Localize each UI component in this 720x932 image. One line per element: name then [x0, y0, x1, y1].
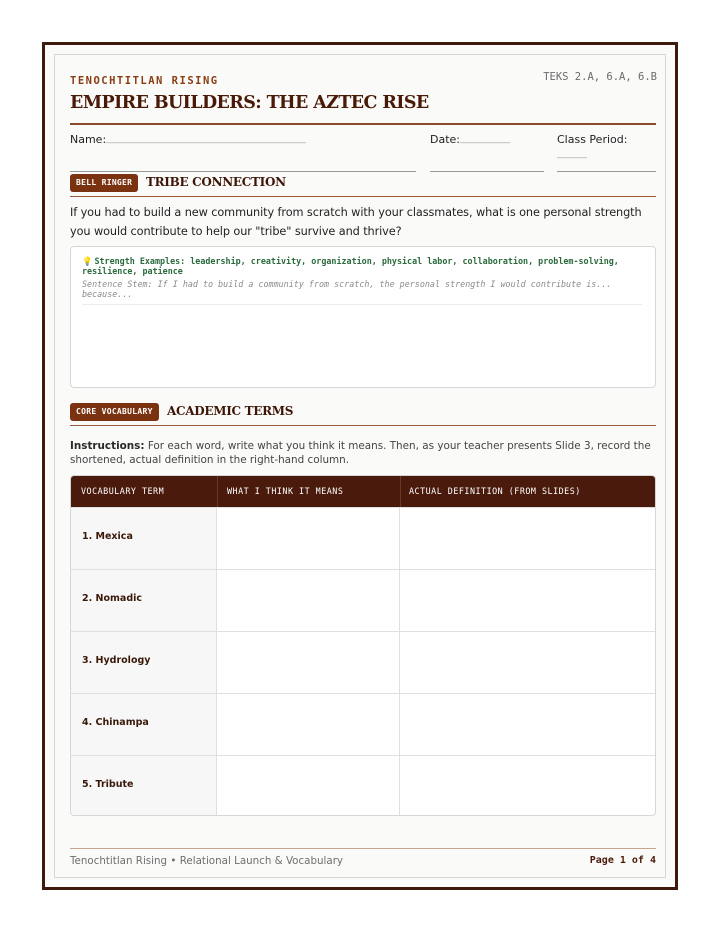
student-info-fields: [70, 133, 656, 173]
name-underline: [70, 171, 416, 172]
unit-kicker: TENOCHTITLAN RISING: [70, 75, 219, 87]
term-label: 1. Mexica: [82, 531, 133, 542]
table-row: [71, 755, 656, 816]
name-field[interactable]: ________________________________________: [106, 133, 306, 144]
term-label: 2. Nomadic: [82, 593, 143, 604]
guess-cell[interactable]: [217, 694, 400, 755]
term-label: 3. Hydrology: [82, 655, 151, 666]
bell-ringer-divider: [70, 196, 656, 197]
vocabulary-title: ACADEMIC TERMS: [167, 404, 294, 418]
lightbulb-icon: 💡: [82, 256, 93, 266]
table-row: [71, 569, 656, 631]
instructions-text: For each word, write what you think it means. Then, as your teacher presents Slide 3, record the shortened, actual definition in the right-hand column.: [70, 440, 651, 466]
bell-ringer-header: [70, 174, 656, 196]
sentence-stem: Sentence Stem: If I had to build a community from scratch, the personal strength I would contribute is... because...: [82, 279, 612, 299]
table-row: [71, 507, 656, 569]
footer-caption: Tenochtitlan Rising • Relational Launch & Vocabulary: [70, 855, 344, 867]
bell-ringer-answer-area[interactable]: [70, 246, 656, 388]
guess-cell[interactable]: [217, 756, 400, 816]
bell-ringer-title: TRIBE CONNECTION: [146, 175, 286, 189]
date-label: Date:: [430, 133, 460, 146]
instructions-label: Instructions:: [70, 440, 145, 452]
term-cell: [71, 756, 217, 816]
strength-examples: [82, 257, 642, 276]
title-divider: [70, 123, 656, 125]
table-header-row: [71, 476, 656, 507]
page-number: Page 1 of 4: [589, 855, 656, 866]
bell-ringer-prompt: If you had to build a new community from scratch with your classmates, what is one personal strength you would contribute to help our "tribe" survive and thrive?: [70, 206, 642, 238]
column-divider: [400, 476, 401, 507]
vocabulary-instructions: [70, 439, 656, 467]
page-frame: [42, 42, 678, 890]
teks-standards: TEKS 2.A, 6.A, 6.B: [543, 71, 657, 83]
period-field[interactable]: ______: [557, 148, 587, 159]
worksheet-page: [54, 54, 666, 878]
footer-divider: [70, 848, 656, 849]
date-field[interactable]: __________: [460, 133, 510, 144]
date-underline: [430, 171, 544, 172]
vocabulary-badge: CORE VOCABULARY: [70, 403, 159, 421]
term-cell: [71, 632, 217, 693]
guess-cell[interactable]: [217, 570, 400, 631]
term-cell: [71, 508, 217, 569]
vocabulary-header: [70, 403, 656, 425]
bell-ringer-badge: BELL RINGER: [70, 174, 138, 192]
term-label: 4. Chinampa: [82, 717, 149, 728]
answer-divider: [82, 304, 642, 305]
strength-examples-text: Strength Examples: leadership, creativity, organization, physical labor, collaboration, problem-solving, resilience, patience: [82, 256, 619, 276]
vocabulary-divider: [70, 425, 656, 426]
guess-cell[interactable]: [217, 632, 400, 693]
name-label: Name:: [70, 133, 107, 146]
table-row: [71, 631, 656, 693]
period-underline: [557, 171, 656, 172]
column-header-definition: ACTUAL DEFINITION (FROM SLIDES): [409, 486, 581, 496]
term-label: 5. Tribute: [82, 779, 134, 790]
page-title: EMPIRE BUILDERS: THE AZTEC RISE: [70, 93, 429, 113]
table-row: [71, 693, 656, 755]
vocabulary-table: [70, 475, 656, 816]
column-header-guess: WHAT I THINK IT MEANS: [227, 486, 344, 496]
period-label: Class Period:: [557, 133, 628, 146]
term-cell: [71, 694, 217, 755]
column-divider: [217, 476, 218, 507]
column-header-term: VOCABULARY TERM: [81, 486, 165, 496]
guess-cell[interactable]: [217, 508, 400, 569]
term-cell: [71, 570, 217, 631]
